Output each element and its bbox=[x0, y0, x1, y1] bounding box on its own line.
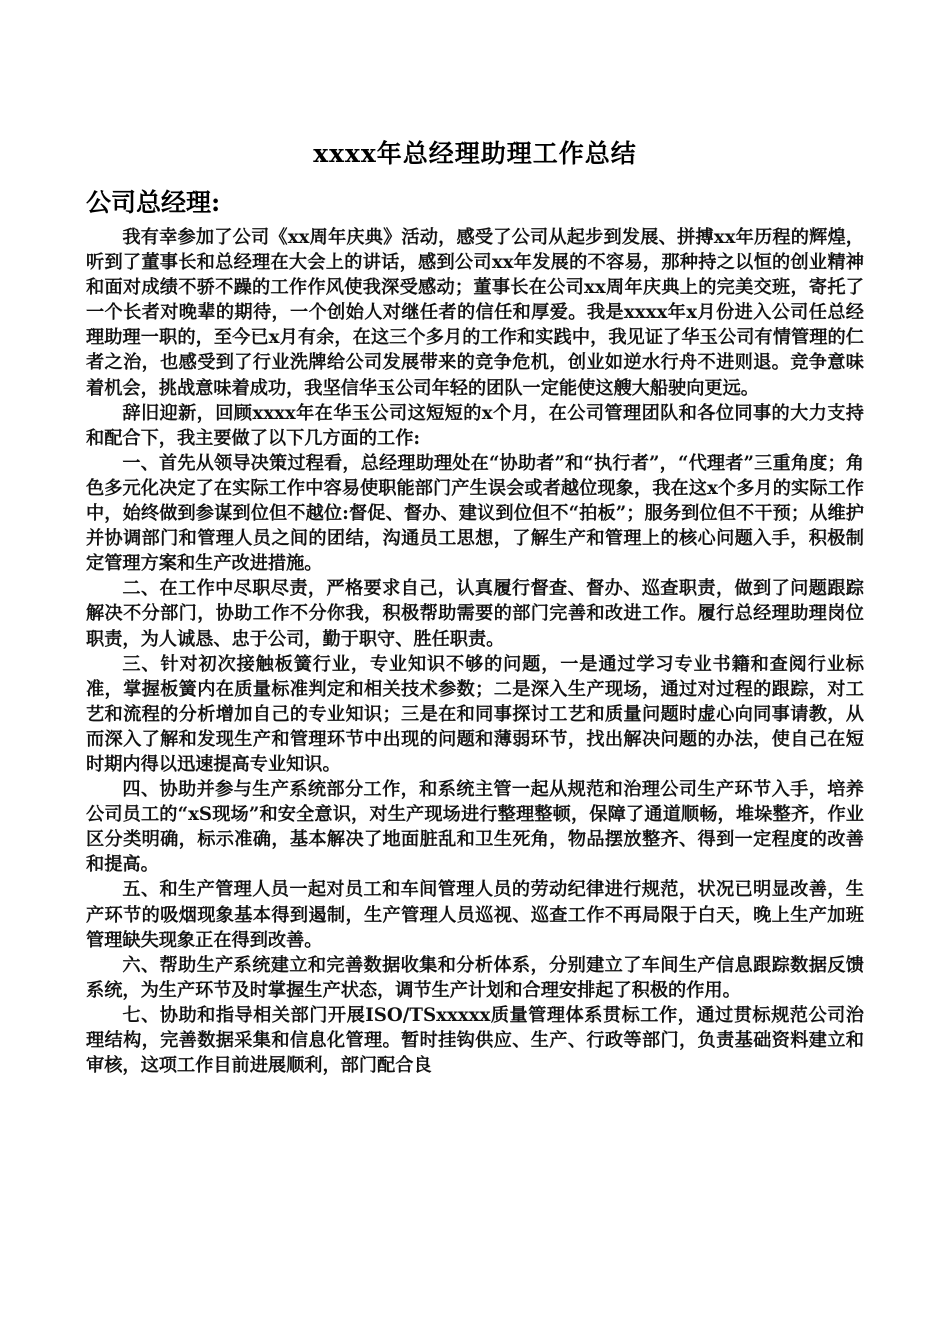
paragraph-item-7: 七、协助和指导相关部门开展ISO/TSxxxxx质量管理体系贯标工作，通过贯标规范公司治理结构，完善数据采集和信息化管理。暂时挂钩供应、生产、行政等部门，负责基础资料建立和审核，这项工作目前进展顺利，部门配合良 bbox=[86, 1004, 864, 1077]
paragraph-intro: 我有幸参加了公司《xx周年庆典》活动，感受了公司从起步到发展、拼搏xx年历程的辉煌，听到了董事长和总经理在大会上的讲话，感到公司xx年发展的不容易，那种持之以恒的创业精神和面对成绩不骄不躁的工作作风使我深受感动；董事长在公司xx周年庆典上的完美交班，寄托了一个长者对晚辈的期待，一个创始人对继任者的信任和厚爱。我是xxxx年x月份进入公司任总经理助理一职的，至今已x月有余，在这三个多月的工作和实践中，我见证了华玉公司有情管理的仁者之治，也感受到了行业洗牌给公司发展带来的竞争危机，创业如逆水行舟不进则退。竞争意味着机会，挑战意味着成功，我坚信华玉公司年轻的团队一定能使这艘大船驶向更远。 bbox=[86, 227, 864, 399]
salutation: 公司总经理: bbox=[86, 188, 221, 217]
paragraph-item-6: 六、帮助生产系统建立和完善数据收集和分析体系，分别建立了车间生产信息跟踪数据反馈系统，为生产环节及时掌握生产状态，调节生产计划和合理安排起了积极的作用。 bbox=[86, 954, 864, 1001]
paragraph-item-2: 二、在工作中尽职尽责，严格要求自己，认真履行督查、督办、巡查职责，做到了问题跟踪解决不分部门，协助工作不分你我，积极帮助需要的部门完善和改进工作。履行总经理助理岗位职责，为人诚恳、忠于公司，勤于职守、胜任职责。 bbox=[86, 578, 864, 650]
paragraph-item-4: 四、协助并参与生产系统部分工作，和系统主管一起从规范和治理公司生产环节入手，培养公司员工的“xS现场”和安全意识，对生产现场进行整理整顿，保障了通道顺畅，堆垛整齐，作业区分类明确，标示准确，基本解决了地面脏乱和卫生死角，物品摆放整齐、得到一定程度的改善和提高。 bbox=[86, 779, 864, 876]
paragraph-item-3: 三、针对初次接触板簧行业，专业知识不够的问题，一是通过学习专业书籍和查阅行业标准，掌握板簧内在质量标准判定和相关技术参数；二是深入生产现场，通过对过程的跟踪，对工艺和流程的分析增加自己的专业知识；三是在和同事探讨工艺和质量问题时虚心向同事请教，从而深入了解和发现生产和管理环节中出现的问题和薄弱环节，找出解决问题的办法，使自己在短时期内得以迅速提高专业知识。 bbox=[86, 653, 864, 775]
paragraph-item-5: 五、和生产管理人员一起对员工和车间管理人员的劳动纪律进行规范，状况已明显改善，生产环节的吸烟现象基本得到遏制，生产管理人员巡视、巡查工作不再局限于白天，晚上生产加班管理缺失现象正在得到改善。 bbox=[86, 879, 864, 951]
document-title: xxxx年总经理助理工作总结 bbox=[313, 139, 637, 168]
paragraph-item-1: 一、首先从领导决策过程看，总经理助理处在“协助者”和“执行者”，“代理者”三重角度；角色多元化决定了在实际工作中容易使职能部门产生误会或者越位现象，我在这x个多月的实际工作中，始终做到参谋到位但不越位:督促、督办、建议到位但不“拍板”；服务到位但不干预；从维护并协调部门和管理人员之间的团结，沟通员工思想，了解生产和管理上的核心问题入手，积极制定管理方案和生产改进措施。 bbox=[86, 452, 864, 575]
document-body bbox=[86, 225, 864, 1078]
paragraph-review: 辞旧迎新，回顾xxxx年在华玉公司这短短的x个月，在公司管理团队和各位同事的大力支持和配合下，我主要做了以下几方面的工作: bbox=[86, 402, 864, 449]
